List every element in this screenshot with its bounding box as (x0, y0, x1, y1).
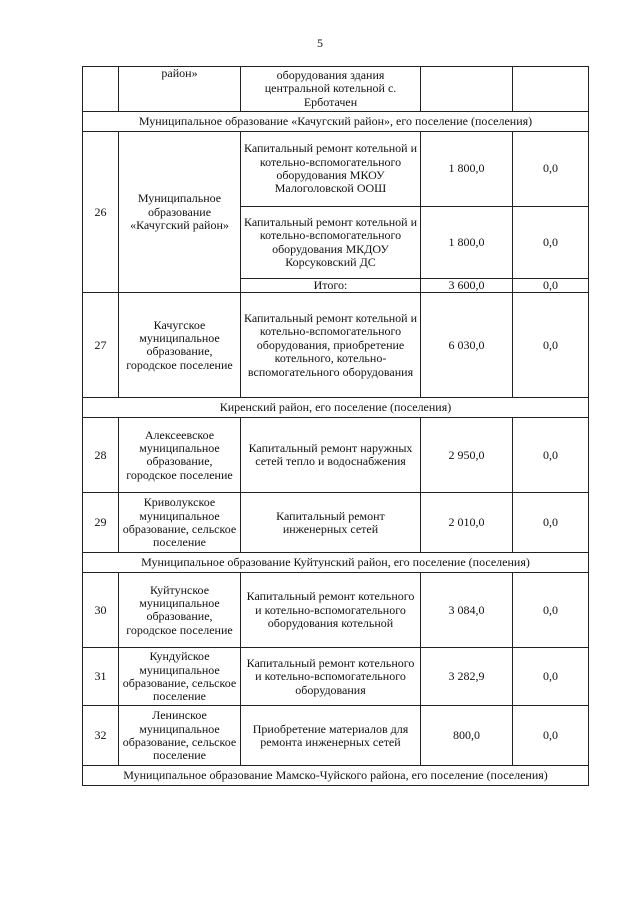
table-row (83, 493, 589, 553)
extra-cell: 0,0 (513, 207, 589, 279)
table-row (83, 67, 589, 112)
amount-cell: 6 030,0 (421, 293, 513, 398)
municipality-cell: район» (119, 67, 241, 112)
extra-cell: 0,0 (513, 573, 589, 648)
extra-cell (513, 67, 589, 112)
funding-table (82, 66, 589, 786)
work-cell: оборудования здания центральной котельной с. Ерботачен (241, 67, 421, 112)
work-cell: Приобретение материалов для ремонта инженерных сетей (241, 706, 421, 766)
amount-cell: 3 282,9 (421, 648, 513, 706)
work-cell: Капитальный ремонт инженерных сетей (241, 493, 421, 553)
section-row (83, 398, 589, 418)
municipality-cell: Ленинское муниципальное образование, сельское поселение (119, 706, 241, 766)
section-row (83, 766, 589, 786)
section-row (83, 112, 589, 132)
row-number-cell: 26 (83, 132, 119, 293)
row-number-cell: 28 (83, 418, 119, 493)
municipality-cell: Муниципальное образование «Качугский район» (119, 132, 241, 293)
municipality-cell: Кундуйское муниципальное образование, сельское поселение (119, 648, 241, 706)
table-row (83, 418, 589, 493)
extra-cell: 0,0 (513, 706, 589, 766)
row-number-cell: 31 (83, 648, 119, 706)
table-row (83, 648, 589, 706)
extra-cell: 0,0 (513, 648, 589, 706)
amount-cell: 3 084,0 (421, 573, 513, 648)
section-header: Муниципальное образование Мамско-Чуйского района, его поселение (поселения) (83, 766, 589, 786)
section-header: Киренский район, его поселение (поселения) (83, 398, 589, 418)
amount-cell (421, 67, 513, 112)
table-row (83, 706, 589, 766)
table-row (83, 132, 589, 207)
extra-cell: 0,0 (513, 493, 589, 553)
amount-cell: 2 950,0 (421, 418, 513, 493)
extra-cell: 0,0 (513, 132, 589, 207)
row-number-cell: 30 (83, 573, 119, 648)
work-cell: Капитальный ремонт котельного и котельно-вспомогательного оборудования котельной (241, 573, 421, 648)
row-number-cell (83, 67, 119, 112)
work-cell: Капитальный ремонт котельного и котельно-вспомогательного оборудования (241, 648, 421, 706)
amount-cell: 1 800,0 (421, 207, 513, 279)
total-amount: 3 600,0 (421, 279, 513, 293)
section-header: Муниципальное образование «Качугский район», его поселение (поселения) (83, 112, 589, 132)
total-extra: 0,0 (513, 279, 589, 293)
work-cell: Капитальный ремонт котельной и котельно-вспомогательного оборудования МКДОУ Корсуковский ДС (241, 207, 421, 279)
row-number-cell: 27 (83, 293, 119, 398)
row-number-cell: 29 (83, 493, 119, 553)
work-cell: Капитальный ремонт наружных сетей тепло и водоснабжения (241, 418, 421, 493)
municipality-cell: Криволукское муниципальное образование, сельское поселение (119, 493, 241, 553)
table-row (83, 293, 589, 398)
total-label: Итого: (241, 279, 421, 293)
amount-cell: 2 010,0 (421, 493, 513, 553)
municipality-cell: Куйтунское муниципальное образование, городское поселение (119, 573, 241, 648)
amount-cell: 800,0 (421, 706, 513, 766)
work-cell: Капитальный ремонт котельной и котельно-вспомогательного оборудования, приобретение котельного, котельно-вспомогательного оборудования (241, 293, 421, 398)
section-header: Муниципальное образование Куйтунский район, его поселение (поселения) (83, 553, 589, 573)
page-number: 5 (317, 36, 323, 50)
row-number-cell: 32 (83, 706, 119, 766)
table-row (83, 573, 589, 648)
municipality-cell: Алексеевское муниципальное образование, городское поселение (119, 418, 241, 493)
work-cell: Капитальный ремонт котельной и котельно-вспомогательного оборудования МКОУ Малоголовской ООШ (241, 132, 421, 207)
amount-cell: 1 800,0 (421, 132, 513, 207)
extra-cell: 0,0 (513, 293, 589, 398)
section-row (83, 553, 589, 573)
extra-cell: 0,0 (513, 418, 589, 493)
municipality-cell: Качугское муниципальное образование, городское поселение (119, 293, 241, 398)
